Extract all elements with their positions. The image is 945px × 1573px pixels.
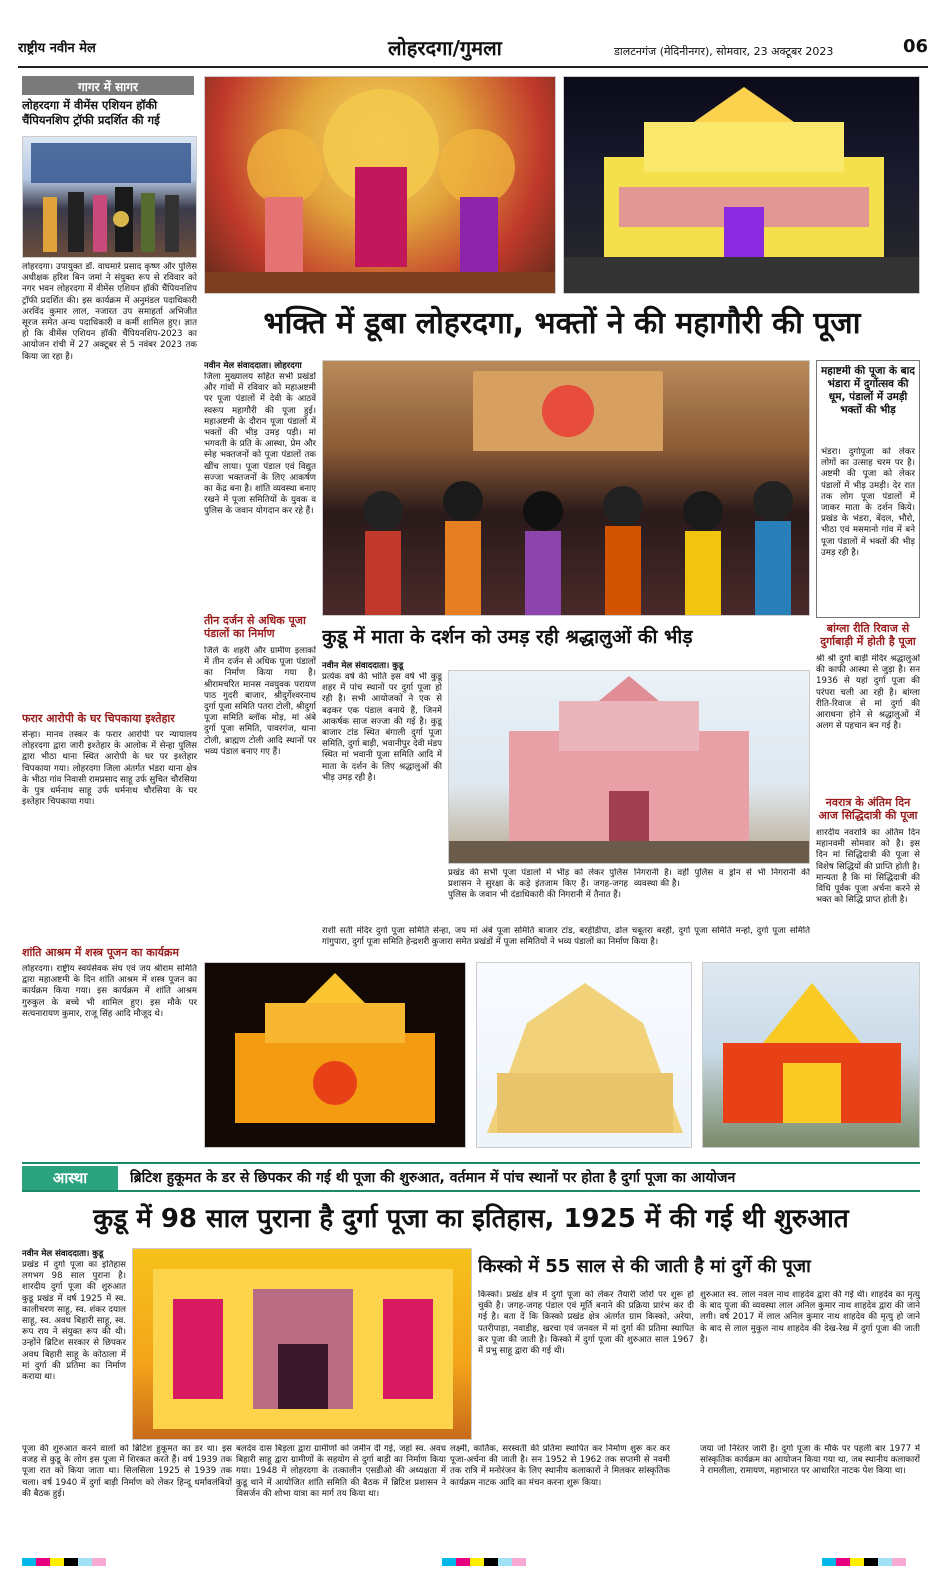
color-swatch: [498, 1558, 512, 1566]
main-byline: नवीन मेल संवाददाता। लोहरदगा: [204, 361, 302, 371]
right-sub2-title: नवरात्र के अंतिम दिन आज सिद्धिदात्री की पूजा: [818, 796, 918, 822]
color-swatch: [470, 1558, 484, 1566]
brand-name: राष्ट्रीय नवीन मेल: [18, 41, 96, 56]
bottom-story-text: प्रखंड में दुर्गा पूजा का इतिहास लगभग 98 साल पुराना है। शारदीय दुर्गा पूजा की शुरुआत कुडू प्रखंड में वर्ष 1925 में स्व. कालीचरण साहू, स्व. शंकर दयाल साहू, स्व. अवध बिहारी साहू, स्व. रूप राय ने संयुक्त रूप की थी। उन्होंने ब्रिटिश सरकार से छिपकर अवध बिहारी साहू के कोठाला में मां दुर्गा की प्रतिमा का निर्माण कराया था।: [22, 1260, 126, 1383]
trophy-photo: [22, 136, 197, 258]
color-bar-left: [22, 1558, 106, 1566]
bottom-story-text-4: लक्ष्मी, कार्तिक, सरस्वती की प्रतिमा स्थापित कर निर्माण शुरू कर कर पूजा-अर्चना की जाती है। सन 1952 से 1962 तक सप्तमी से नवमी तक रात्रि में मनोरंजन के लिए स्थानीय कलाकारों ने मिलकर सांस्कृतिक कार्यक्रम नाटक आदि का मंचन करना शुरू किया।: [450, 1444, 670, 1488]
left-story-3: लोहरदगा। राष्ट्रीय स्वयंसेवक संघ एवं जय श्रीराम समिति द्वारा महाअष्टमी के दिन शांति आश्रम में शस्त्र पूजन का कार्यक्रम किया गया। इस कार्यक्रम में शांति आश्रम गुरुकुल के बच्चे भी शामिल हुए। इस मौके पर सत्यनारायण कुमार, राजू सिंह आदि मौजूद थे।: [22, 964, 197, 1019]
color-swatch: [64, 1558, 78, 1566]
pandal-photo-3-graphic: [703, 963, 920, 1148]
pandal-photo-2: [476, 962, 692, 1148]
color-swatch: [36, 1558, 50, 1566]
color-swatch: [822, 1558, 836, 1566]
left-story-1: लोहरदगा। उपायुक्त डॉ. वाघमारे प्रसाद कृष्ण और पुलिस अधीक्षक हरिश बिन जमां ने संयुक्त रूप से रविवार को नगर भवन लोहरदगा में वीमेंस एशियन हॉकी चैंपियनशिप ट्रॉफी प्रदर्शित की। इस कार्यक्रम में अनुमंडल पदाधिकारी अरविंद कुमार लाल, नजारत उप समाहर्ता अभिजीत सूरज समेत अन्य पदाधिकारी व कर्मी शामिल हुए। ज्ञात हो कि वीमेंस एशियन हॉकी चैंपियनशिप-2023 का आयोजन रांची में 27 अक्टूबर से 5 नवंबर 2023 तक किया जा रहा है।: [22, 262, 197, 362]
kudu-byline: नवीन मेल संवाददाता। कुडू: [322, 661, 404, 671]
durga-idol-graphic: [205, 77, 556, 294]
color-swatch: [92, 1558, 106, 1566]
pandal-photo-2-graphic: [477, 963, 692, 1148]
color-swatch: [892, 1558, 906, 1566]
print-color-bar: [22, 1558, 920, 1568]
right-box-title: महाष्टमी की पूजा के बाद भंडारा में दुर्गोत्सव की धूम, पंडालों में उमड़ी भक्तों की भीड़: [821, 365, 915, 416]
durga-bari-photo: [132, 1248, 472, 1440]
main-sub-title: तीन दर्जन से अधिक पूजा पंडालों का निर्माण: [204, 614, 306, 640]
dateline: डालटनगंज (मेदिनीनगर), सोमवार, 23 अक्टूबर 2023: [614, 45, 834, 58]
left-story-2-title: फरार आरोपी के घर चिपकाया इश्तेहार: [22, 712, 175, 725]
right-sub1-text: श्री श्री दुर्गा बाड़ी मंदिर श्रद्धालुओं की काफी आस्था से जुड़ा है। सन 1936 से यहां दुर्गा पूजा की परंपरा चली आ रही है। बांग्ला रीति-रिवाज से मां दुर्गा की आराधना होने से श्रद्धालुओं में अलग से पहचान बन गई है।: [816, 654, 920, 732]
section-title: लोहरदगा/गुमला: [388, 36, 502, 60]
crowd-photo: [322, 360, 810, 616]
color-swatch: [456, 1558, 470, 1566]
color-swatch: [484, 1558, 498, 1566]
section-tag-gagar: गागर में सागर: [22, 76, 194, 95]
pandal-photo-3: [702, 962, 920, 1148]
banner-text: ब्रिटिश हुकूमत के डर से छिपकर की गई थी पूजा की शुरुआत, वर्तमान में पांच स्थानों पर होता है दुर्गा पूजा का आयोजन: [130, 1170, 736, 1186]
color-swatch: [442, 1558, 456, 1566]
color-swatch: [850, 1558, 864, 1566]
color-bar-right: [822, 1558, 906, 1566]
kudu-caption-left: प्रखंड की सभी पूजा पंडालों में भीड़ को लेकर पुलिस प्रशासन ने सुरक्षा के कड़े इंतजाम किए हैं। जगह-जगह पुलिस के जवान भी दंडाधिकारी की निगरानी में तैनात हैं।: [448, 868, 628, 901]
bottom-byline: नवीन मेल संवाददाता। कुडू: [22, 1249, 104, 1259]
durga-idol-photo: [204, 76, 556, 294]
page-number: 06: [902, 36, 928, 57]
kudu-story-text: प्रत्येक वर्ष की भांति इस वर्ष भी कुडू शहर में पांच स्थानों पर दुर्गा पूजा हो रही है। सभी आयोजकों ने एक से बढ़कर एक पंडाल बनाये हैं, जिनमें आकर्षक साज सज्जा की गई है। कुडू बाजार टांड स्थित बंगाली दुर्गा पूजा समिति, दुर्गा बाड़ी, भवानीपुर देवी मंडप स्थित मां भवानी पूजा समिति आदि में माता के दर्शन के लिए श्रद्धालुओं की भीड़ उमड़ रही है।: [322, 672, 442, 783]
masthead: [18, 32, 928, 68]
aastha-banner: [22, 1162, 920, 1192]
color-swatch: [878, 1558, 892, 1566]
color-bar-middle: [442, 1558, 526, 1566]
right-sub2-text: शारदीय नवरात्रि का अंतिम दिन महानवमी सोमवार को है। इस दिन मां सिद्धिदात्री की पूजा से विशेष सिद्धियों की प्राप्ति होती है। मान्यता है कि मां सिद्धिदात्री की विधि पूर्वक पूजा अर्चना करने से भक्त को सिद्धि प्राप्त होती है।: [816, 828, 920, 906]
pandal-photo-1-graphic: [205, 963, 466, 1148]
kisko-story-text: किस्को। प्रखंड क्षेत्र में दुर्गा पूजा को लेकर तैयारी जोरों पर शुरू हो चुकी है। जगह-जगह पंडाल एवं मूर्ति बनाने की प्रक्रिया प्रारंभ कर दी गई है। बता दें कि किस्को प्रखंड क्षेत्र अंतर्गत ग्राम किस्को, अरेया, पतरीपाड़ा, नवाडीह, खरचा एवं जनवल में मां दुर्गा की प्रतिमा स्थापित कर पूजा की जाती है। किस्को में दुर्गा पूजा की शुरुआत साल 1967 में प्रभु साहू द्वारा की गई थी।: [478, 1290, 694, 1357]
color-swatch: [50, 1558, 64, 1566]
pandal-photo-1: [204, 962, 466, 1148]
left-headline: लोहरदगा में वीमेंस एशियन हॉकी चैंपियनशिप ट्रॉफी प्रदर्शित की गई: [22, 98, 160, 127]
kisko-headline: किस्को में 55 साल से की जाती है मां दुर्गे की पूजा: [478, 1256, 811, 1277]
right-box: [816, 360, 920, 618]
main-story-text: जिला मुख्यालय सहित सभी प्रखंडों और गांवों में रविवार को महाअष्टमी पर पूजा पंडालों में देवी के आठवें स्वरूप महागौरी की पूजा हुई। महाअष्टमी के दौरान पूजा पंडालों में भक्तों की भीड़ उमड़ पड़ी। मां भगवती के प्रति के आस्था, प्रेम और स्नेह भक्तजनों को पूजा पंडालों तक खींच लाया। पूजा पंडाल एवं विद्युत सज्जा भक्तजनों के लिए आकर्षण का केंद्र बना है। शांति व्यवस्था बनाए रखने में पूजा समितियों के युवक व पुलिस के जवान योगदान कर रहे हैं।: [204, 372, 316, 517]
crowd-photo-graphic: [323, 361, 810, 616]
trophy-photo-graphic: [23, 137, 197, 258]
banner-tag: आस्था: [22, 1166, 118, 1190]
kudu-pandal-photo: [448, 670, 810, 864]
pandal-night-graphic: [564, 77, 920, 294]
left-story-3-title: शांति आश्रम में शस्त्र पूजन का कार्यक्रम: [22, 946, 179, 959]
kisko-story-text-2: शुरुआत स्व. लाल नवल नाथ शाहदेव द्वारा की गई थी। शाहदेव का मृत्यु के बाद पूजा की व्यवस्था लाल अनिल कुमार नाथ शाहदेव द्वारा की जाने लगी। वर्ष 2017 में लाल अनिल कुमार नाथ शाहदेव की मृत्यु हो जाने के बाद से लाल मुकुल नाथ शाहदेव की देख-रेख में दुर्गा पूजा की जाती है।: [700, 1290, 920, 1345]
main-sub-text: जिले के शहरी और ग्रामीण इलाकों में तीन दर्जन से अधिक पूजा पंडालों का निर्माण किया गया है। श्रीरामचरित मानस नवयुवक परायण पाठ गुदरी बाजार, श्रीदुर्गेश्वरनाथ दुर्गा पूजा समिति पतरा टोली, श्रीदुर्गा पूजा समिति ब्लॉक मोड़, मां अंबे दुर्गा पूजा समिति, पावरगंज, थाना टोली, ब्राह्मण टोली आदि स्थानों पर भव्य पंडाल बनाए गए हैं।: [204, 646, 316, 757]
durga-bari-graphic: [133, 1249, 472, 1440]
right-sub1-title: बांग्ला रीति रिवाज से दुर्गाबाड़ी में होती है पूजा: [820, 622, 916, 648]
kudu-caption-right: निगरानी है। वहीं पुलिस व ड्रोन से भी निगरानी की व्यवस्था की है।: [634, 868, 810, 890]
bottom-headline: कुडू में 98 साल पुराना है दुर्गा पूजा का इतिहास, 1925 में की गई थी शुरुआत: [93, 1204, 849, 1234]
kudu-bottom-text: राशी सती मंदिर दुर्गा पूजा समिति सेन्हा, जय मां अंबे पूजा समिति बाजार टांड, बरहीडीपा, ढोल चबूतरा बरही, दुर्गा पूजा समिति मन्हो, दुर्गा पूजा समिति गांगुपारा, दुर्गा पूजा समिति हेन्द्रशरी कुजारा समेत प्रखंडों में पूजा समितियों ने भव्य पंडालों का निर्माण किया है।: [322, 926, 810, 948]
right-box-text: भंडरा। दुर्गापूजा को लेकर लोगों का उत्साह चरम पर है। अष्टमी की पूजा को लेकर पंडालों में भीड़ उमड़ी। देर रात तक लोग पूजा पंडालों में जाकर माता के दर्शन किये। प्रखंड के भंडरा, बेंदल, भौरो, भीठा एवं मसमानो गांव में बने पूजा पंडालों में भक्तों की भीड़ उमड़ रही है।: [821, 447, 915, 558]
left-story-2: सेन्हा। मानव तस्कर के फरार आरोपी पर न्यायालय लोहरदगा द्वारा जारी इश्तेहार के आलोक में सेन्हा पुलिस द्वारा भीठा थाना स्थित आरोपी के घर पर इश्तेहार चिपकाया गया। लोहरदगा जिला अंतर्गत भंडरा थाना क्षेत्र के भीठा गांव निवासी रामप्रसाद साहू उर्फ सुचित चौरसिया के पुत्र धर्मनाथ साहू उर्फ धर्मनाथ चौरसिया के घर इश्तेहार चिपकाया गया।: [22, 730, 197, 808]
color-swatch: [78, 1558, 92, 1566]
color-swatch: [864, 1558, 878, 1566]
main-headline: भक्ति में डूबा लोहरदगा, भक्तों ने की महागौरी की पूजा: [263, 306, 861, 341]
pandal-night-photo: [563, 76, 920, 294]
kisko-story-text-3: जया जो निरंतर जारी है। दुर्गा पूजा के मौके पर पहली बार 1977 में सांस्कृतिक कार्यक्रम का आयोजन किया गया था, जब स्थानीय कलाकारों ने रामलीला, रामायण, महाभारत पर आधारित नाटक पेश किया था।: [700, 1444, 920, 1477]
bottom-story-text-3: बलदेव दास बिड़ला द्वारा ग्रामीणों को जमीन दी गई, जहां स्व. अवध बिहारी साहू द्वारा ग्रामीणों के सहयोग से दुर्गा बाड़ी का निर्माण किया गया। 1948 में लोहरदगा के तत्कालीन एसडीओ की अध्यक्षता में कुडू थाने में आयोजित शांति समिति की बैठक में ब्रिटिश प्रशासन ने विसर्जन की शोभा यात्रा का मार्ग तय किया था।: [236, 1444, 446, 1499]
color-swatch: [512, 1558, 526, 1566]
kudu-pandal-graphic: [449, 671, 810, 864]
bottom-story-text-2: पूजा की शुरुआत करने वालों को ब्रिटिश हुकूमत का डर था। इस वजह से कुडू के लोग इस पूजा में शिरकत करते हैं। वर्ष 1939 तक पूजा रात को किया जाता था। सिलसिला 1925 से 1939 तक चला। वर्ष 1940 में दुर्गा बाड़ी निर्माण को लेकर हिन्दू धर्मावलंबियों की बैठक हुई।: [22, 1444, 232, 1499]
color-swatch: [836, 1558, 850, 1566]
kudu-headline: कुडू में माता के दर्शन को उमड़ रही श्रद्धालुओं की भीड़: [322, 626, 693, 648]
color-swatch: [22, 1558, 36, 1566]
